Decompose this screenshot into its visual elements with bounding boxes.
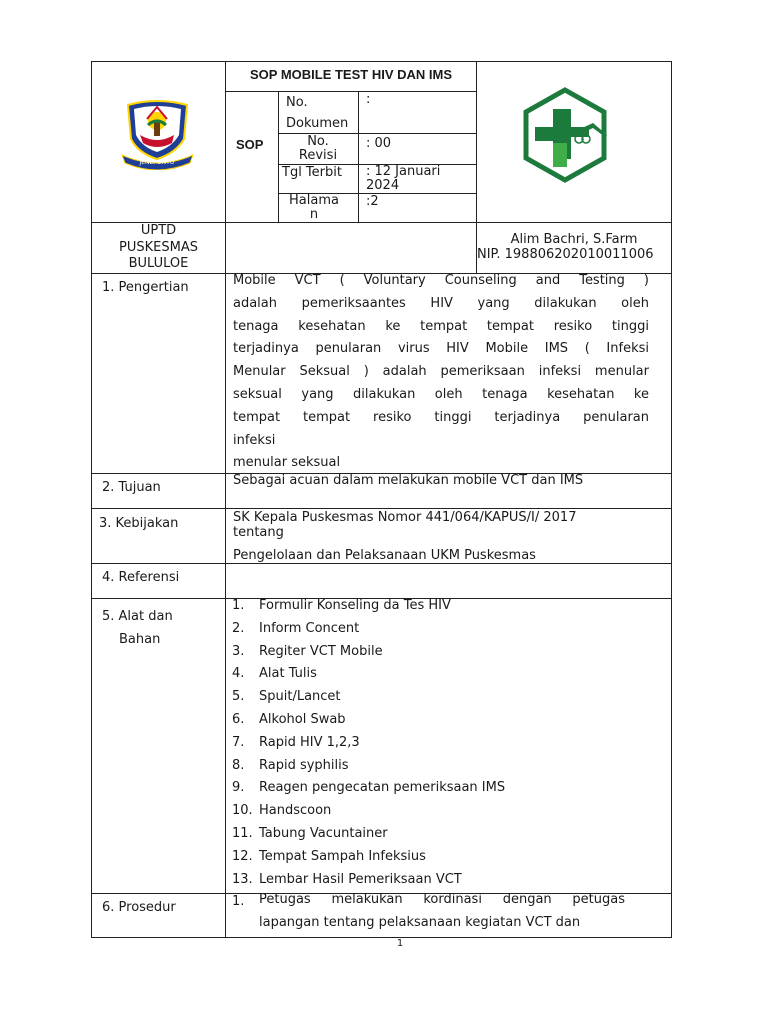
tujuan-text: Sebagai acuan dalam melakukan mobile VCT dan IMS [233, 473, 584, 488]
org-name: UPTD PUSKESMAS BULULOE [119, 223, 198, 271]
meta-label-revisi: No. Revisi [298, 134, 338, 163]
jeneponto-logo [120, 95, 195, 170]
sop-label: SOP [236, 137, 264, 152]
document-title: SOP MOBILE TEST HIV DAN IMS [249, 67, 452, 82]
list-item: 6. Alkohol Swab [232, 711, 346, 727]
list-item: 2. Inform Concent [232, 620, 360, 636]
prosedur-text: Petugas melakukan kordinasi dengan petugas lapangan tentang pelaksanaan kegiatan VCT dan [259, 892, 625, 930]
meta-label-terbit: Tgl Terbit [282, 165, 342, 180]
meta-value-terbit: : 12 Januari 2024 [366, 164, 441, 193]
signer-nip: NIP. 198806202010011006 [477, 247, 654, 262]
list-item: 4. Alat Tulis [232, 666, 317, 682]
page-number: 1 [396, 938, 404, 949]
signer-name: Alim Bachri, S.Farm [510, 232, 638, 247]
label-pengertian: 1. Pengertian [102, 280, 189, 295]
list-item: 5. Spuit/Lancet [232, 689, 341, 705]
label-tujuan: 2. Tujuan [102, 480, 161, 495]
label-alat-bahan: 5. Alat dan Bahan [102, 609, 173, 647]
list-item: 12. Tempat Sampah Infeksius [232, 848, 426, 864]
label-prosedur: 6. Prosedur [102, 900, 176, 915]
list-item: 8. Rapid syphilis [232, 757, 349, 773]
meta-label-dokumen: No. Dokumen [286, 95, 349, 131]
meta-value-halaman: :2 [366, 194, 379, 209]
prosedur-item-number: 1. [232, 894, 245, 909]
meta-value-revisi: : 00 [366, 136, 392, 151]
alat-bahan-list [232, 595, 505, 891]
kebijakan-line-2: tentang [233, 525, 284, 540]
pengertian-text: Mobile VCT ( Voluntary Counseling and Testing ) adalah pemeriksaantes HIV yang dilakukan oleh tenaga kesehatan ke tempat tempat resiko tinggi terjadinya penularan virus HIV Mobile IMS ( Infeksi Menular Seksual ) adalah pemeriksaan infeksi menular seksual yang dilakukan oleh tenaga kesehatan ke tempat tempat resiko tinggi terjadinya penularan infeksi menular seksual [233, 273, 649, 471]
kebijakan-line-3: Pengelolaan dan Pelaksanaan UKM Puskesmas [233, 548, 536, 563]
logo-banner-text: JENEPONTO [139, 159, 175, 166]
puskesmas-logo [521, 87, 609, 183]
kebijakan-line-1: SK Kepala Puskesmas Nomor 441/064/KAPUS/I/ 2017 [233, 510, 577, 525]
label-referensi: 4. Referensi [102, 570, 180, 585]
meta-label-halaman: Halama n [289, 193, 339, 222]
list-item: 3. Regiter VCT Mobile [232, 643, 383, 659]
list-item: 10. Handscoon [232, 803, 332, 819]
meta-value-dokumen: : [366, 92, 371, 107]
list-item: 11. Tabung Vacuntainer [232, 825, 388, 841]
list-item: 1. Formulir Konseling da Tes HIV [232, 598, 451, 613]
label-kebijakan: 3. Kebijakan [99, 516, 179, 531]
list-item: 13. Lembar Hasil Pemeriksaan VCT [232, 871, 462, 887]
list-item: 7. Rapid HIV 1,2,3 [232, 734, 360, 750]
list-item: 9. Reagen pengecatan pemeriksaan IMS [232, 780, 506, 796]
